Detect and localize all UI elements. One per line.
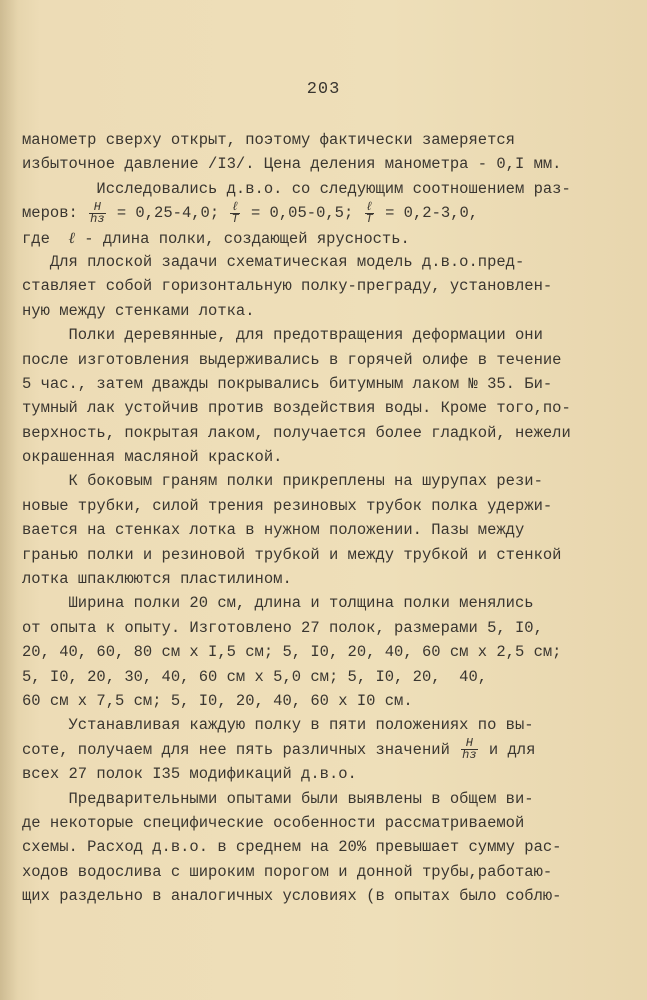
fraction-numerator: H (89, 202, 105, 214)
where-text: - длина полки, создающей ярусность. (74, 229, 410, 248)
ratios-line (22, 201, 602, 225)
ratio-l-over-t (230, 199, 239, 226)
text-line: ную между стенками лотка. (22, 301, 255, 320)
text-line: после изготовления выдерживались в горячей олифе в течение (22, 350, 562, 369)
values-prefix: соте, получаем для нее пять различных значений (22, 740, 460, 759)
text-line: всех 27 полок I35 модификаций д.в.о. (22, 765, 357, 784)
fraction-numerator: H (461, 738, 477, 750)
text-line: лотка шпаклюются пластилином. (22, 570, 292, 589)
text-line: 20, 40, 60, 80 см х I,5 см; 5, I0, 20, 40, 60 см х 2,5 см; (22, 643, 562, 662)
values-line (22, 738, 602, 762)
fraction-denominator: T (231, 211, 239, 226)
ratios-prefix: меров: (22, 204, 88, 223)
text-line: верхность, покрытая лаком, получается более гладкой, нежели (22, 423, 571, 442)
fraction-numerator: ℓ (365, 199, 373, 214)
fraction-denominator: T (365, 211, 373, 226)
text-line: 60 см х 7,5 см; 5, I0, 20, 40, 60 х I0 см. (22, 691, 413, 710)
text-line: гранью полки и резиновой трубкой и между трубкой и стенкой (22, 545, 562, 564)
text-line: манометр сверху открыт, поэтому фактически замеряется (22, 131, 515, 149)
where-prefix: где (22, 229, 69, 248)
text-line: окрашенная масляной краской. (22, 448, 283, 467)
fraction-denominator: hз (462, 748, 477, 763)
text-line: Полки деревянные, для предотвращения деформации они (22, 326, 543, 345)
text-line: Предварительными опытами были выявлены в общем ви- (22, 789, 534, 808)
ratio-range: = 0,2-3,0, (375, 204, 479, 223)
ratio-h-over-hz (461, 738, 477, 761)
text-line: ходов водослива с широким порогом и донной трубы,работаю- (22, 862, 553, 881)
text-line: от опыта к опыту. Изготовлено 27 полок, размерами 5, I0, (22, 618, 543, 637)
text-line: 5, I0, 20, 30, 40, 60 см х 5,0 см; 5, I0, 20, 40, (22, 667, 488, 686)
text-line: К боковым граням полки прикреплены на шурупах рези- (22, 472, 543, 491)
text-line: избыточное давление /I3/. Цена деления манометра - 0,I мм. (22, 155, 562, 174)
text-line: схемы. Расход д.в.о. в среднем на 20% превышает сумму рас- (22, 838, 562, 857)
text-line: Ширина полки 20 см, длина и толщина полки менялись (22, 594, 534, 613)
ratio-h-over-hz (89, 199, 105, 226)
values-suffix: и для (479, 740, 536, 759)
length-symbol: ℓ (68, 228, 75, 247)
body-text (22, 128, 602, 909)
text-line: ставляет собой горизонтальную полку-преграду, установлен- (22, 277, 553, 296)
text-line: тумный лак устойчив против воздействия воды. Кроме того,по- (22, 399, 571, 418)
text-line: 5 час., затем дважды покрывались битумным лаком № 35. Би- (22, 374, 553, 393)
page-number: 203 (306, 80, 341, 99)
text-line: де некоторые специфические особенности рассматриваемой (22, 813, 525, 832)
text-line: щих раздельно в аналогичных условиях (в опытах было соблю- (22, 887, 562, 906)
text-line: Для плоской задачи схематическая модель д.в.о.пред- (22, 252, 525, 271)
text-line: Исследовались д.в.о. со следующим соотношением раз- (22, 179, 571, 198)
text-line: вается на стенках лотка в нужном положении. Пазы между (22, 521, 525, 540)
ratio-range: = 0,05-0,5; (241, 204, 363, 223)
fraction-numerator: ℓ (231, 199, 239, 214)
ratio-range: = 0,25-4,0; (107, 204, 229, 223)
ratio-l-over-t (365, 199, 374, 226)
where-line (22, 226, 602, 250)
text-line: новые трубки, силой трения резиновых трубок полка удержи- (22, 496, 553, 515)
setting-line: Устанавливая каждую полку в пяти положениях по вы- (22, 716, 534, 735)
fraction-denominator: hз (90, 211, 105, 226)
